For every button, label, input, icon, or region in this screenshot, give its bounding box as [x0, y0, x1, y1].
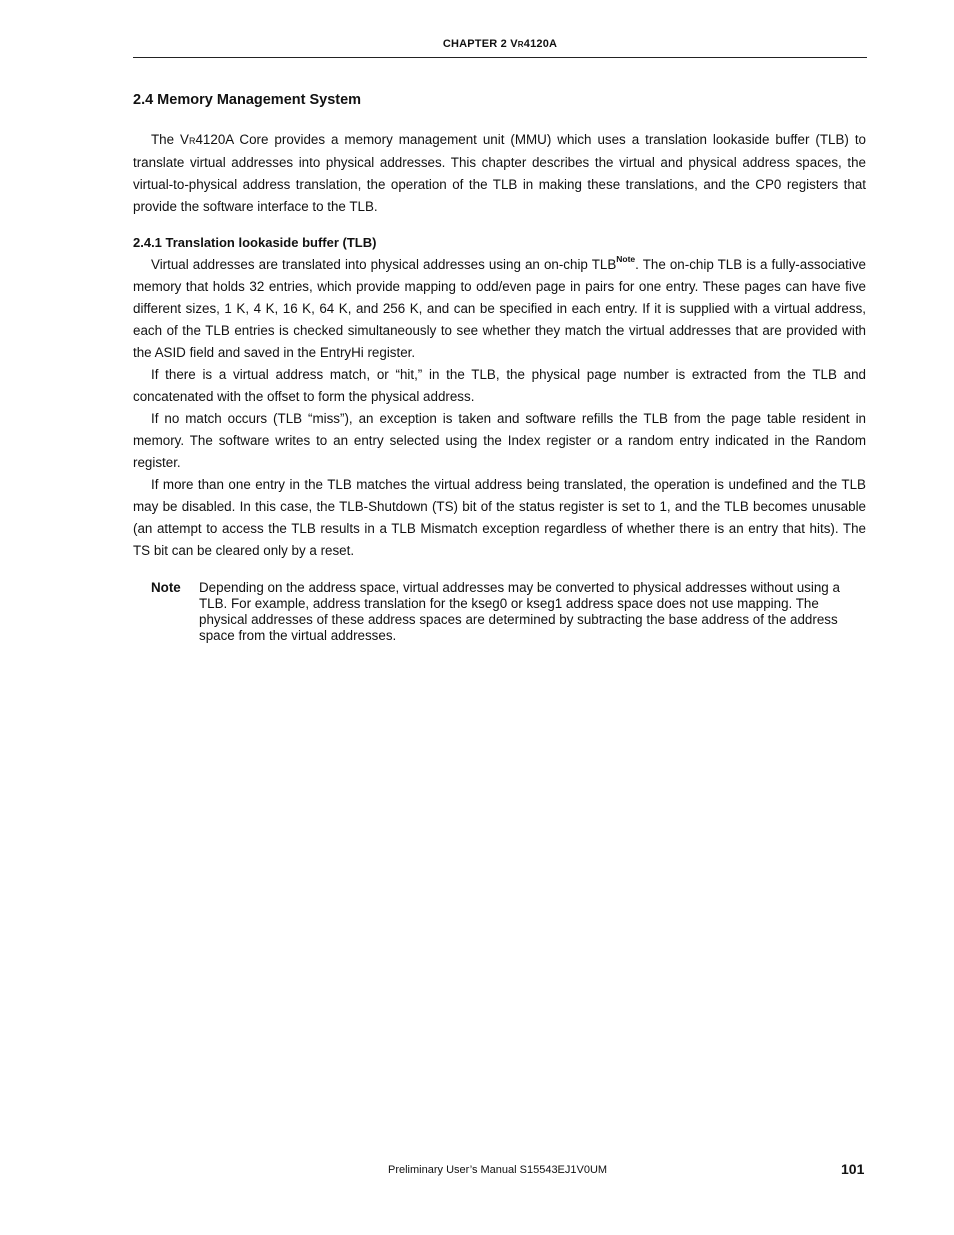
tlb-paragraph-3: If no match occurs (TLB “miss”), an exception is taken and software refills the TLB from the page table resident in memory. The software writes to an entry selected using the Index register or a random entry indicated in the Random register.	[133, 411, 866, 470]
page-number: 101	[841, 1161, 865, 1177]
page-header	[133, 38, 867, 50]
intro-rest: 4120A Core provides a memory management unit (MMU) which uses a translation lookaside buffer (TLB) to translate virtual addresses into physical addresses. This chapter describes the virtual and physical address spaces, the virtual-to-physical address translation, the operation of the TLB in making these translations, and the CP0 registers that provide the software interface to the TLB.	[133, 132, 866, 214]
tlb-paragraph-1	[133, 254, 866, 364]
note-text: Depending on the address space, virtual addresses may be converted to physical addresses without using a TLB. For example, address translation for the kseg0 or kseg1 address space does not use mapping. The physical addresses of these address spaces are determined by subtracting the base address of the address space from the virtual addresses.	[199, 580, 840, 643]
intro-r: R	[188, 136, 196, 146]
note-reference: Note	[616, 254, 636, 264]
subsection-title: 2.4.1 Translation lookaside buffer (TLB)	[133, 235, 377, 250]
chapter-label: CHAPTER 2	[442, 38, 511, 50]
intro-paragraph	[133, 129, 866, 218]
tlb-paragraph-4: If more than one entry in the TLB matches the virtual address being translated, the operation is undefined and the TLB may be disabled. In this case, the TLB-Shutdown (TS) bit of the status register is set to 1, and the TLB becomes unusable (an attempt to access the TLB results in a TLB Mismatch exception regardless of whether there is an entry that hits). The TS bit can be cleared only by a reset.	[133, 477, 866, 558]
product-model: 4120A	[523, 38, 558, 50]
note-block	[151, 580, 866, 644]
product-r: R	[517, 40, 524, 49]
tlb-section-body	[133, 254, 866, 562]
product-v: V	[510, 38, 518, 50]
tlb-paragraph-2: If there is a virtual address match, or “hit,” in the TLB, the physical page number is extracted from the TLB and concatenated with the offset to form the physical address.	[133, 367, 866, 404]
tlb-paragraph-1-rest: . The on-chip TLB is a fully-associative memory that holds 32 entries, which provide mapping to odd/even page in pairs for one entry. These pages can have five different sizes, 1 K, 4 K, 16 K, 64 K, and 256 K, and can be specified in each entry. If it is supplied with a virtual address, each of the TLB entries is checked simultaneously to see whether they match the virtual addresses that are provided with the ASID field and saved in the EntryHi register.	[133, 257, 866, 360]
intro-v: The V	[151, 132, 189, 147]
tlb-paragraph-1-start: Virtual addresses are translated into physical addresses using an on-chip TLB	[151, 257, 617, 272]
header-rule	[133, 57, 867, 58]
footer-manual-title: Preliminary User’s Manual S15543EJ1V0UM	[388, 1164, 608, 1176]
note-label: Note	[151, 580, 181, 595]
section-title: 2.4 Memory Management System	[133, 92, 362, 108]
